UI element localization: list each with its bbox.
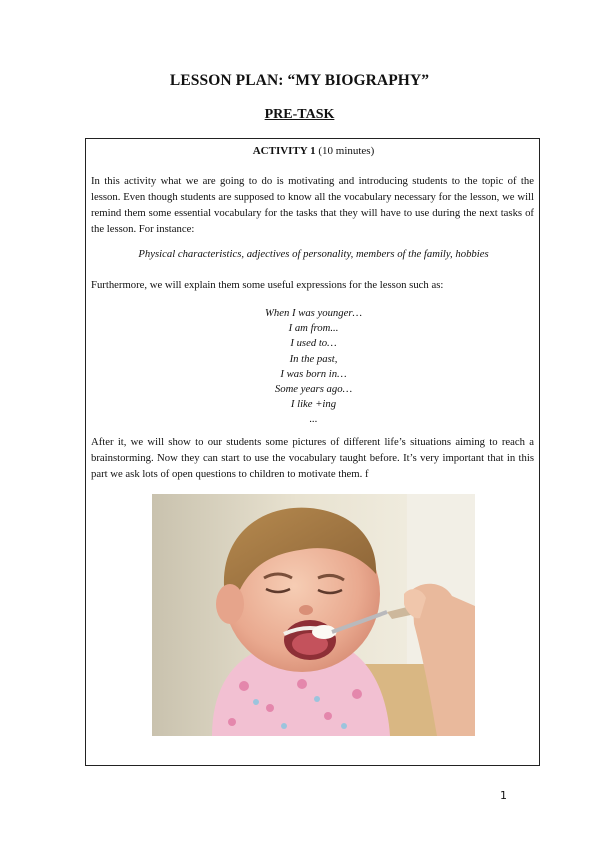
page-number: 1: [500, 789, 507, 802]
intro-paragraph: In this activity what we are going to do is motivating and introducing students to the topic of the lesson. Even though students are supposed to know all the vocabulary necessary for the lesson, we will remind them some essential vocabulary for the tasks that they will have to use during the next tasks of the lesson. For instance:: [91, 175, 534, 235]
expression-item: I was born in…: [280, 367, 347, 380]
section-title: PRE-TASK: [264, 107, 335, 122]
expressions-intro-paragraph: Furthermore, we will explain them some useful expressions for the lesson such as:: [91, 279, 444, 291]
expression-item: ...: [309, 413, 318, 426]
expression-item: I am from...: [288, 322, 339, 335]
expression-item: When I was younger…: [264, 307, 363, 319]
expression-item: I like +ing: [290, 398, 337, 411]
vocabulary-topics: Physical characteristics, adjectives of personality, members of the family, hobbies: [138, 248, 489, 260]
crying-baby-photo: [152, 494, 475, 736]
brainstorming-paragraph: After it, we will show to our students some pictures of different life’s situations aiming to reach a brainstorming. Now they can start to use the vocabulary taught before. It’s very important that in this part we ask lots of open questions to children to motivate them. f: [91, 436, 534, 480]
expressions-list: [86, 306, 541, 428]
expression-item: Some years ago…: [274, 383, 353, 396]
activity-box: [85, 138, 540, 766]
activity-label: ACTIVITY 1: [252, 145, 316, 157]
activity-duration: (10 minutes): [318, 145, 375, 157]
expression-item: I used to…: [290, 337, 337, 350]
activity-heading: [86, 145, 541, 157]
expression-item: In the past,: [289, 352, 338, 365]
page-title: LESSON PLAN: “MY BIOGRAPHY”: [169, 72, 430, 89]
